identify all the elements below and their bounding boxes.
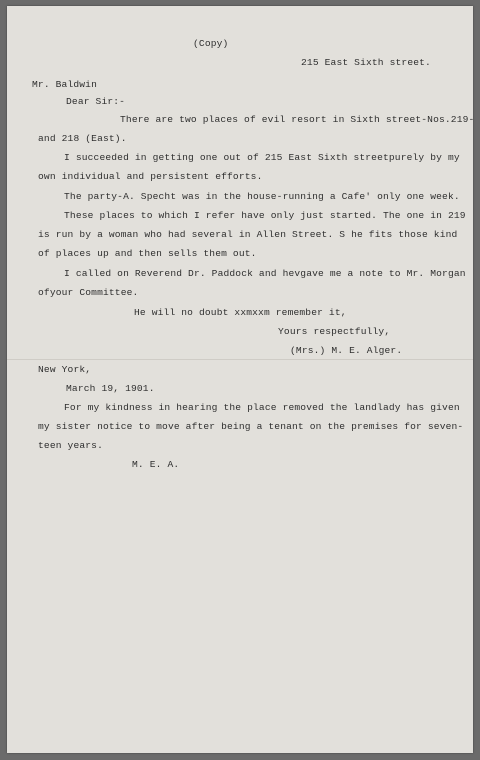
body-line: These places to which I refer have only just started. The one in 219 xyxy=(64,210,466,221)
fold-line xyxy=(7,359,473,360)
body-line: own individual and persistent efforts. xyxy=(38,171,263,182)
body-line: and 218 (East). xyxy=(38,133,127,144)
initials: M. E. A. xyxy=(132,459,180,470)
sender-address: 215 East Sixth street. xyxy=(301,57,431,68)
copy-mark: (Copy) xyxy=(193,38,229,49)
salutation: Dear Sir:- xyxy=(66,96,126,107)
body-line: I succeeded in getting one out of 215 East Sixth streetpurely by my xyxy=(64,152,460,163)
body-line: He will no doubt xxmxxm remember it, xyxy=(134,307,347,318)
body-line: I called on Reverend Dr. Paddock and hevgave me a note to Mr. Morgan xyxy=(64,268,466,279)
letter-page xyxy=(7,6,473,753)
body-line: ofyour Committee. xyxy=(38,287,139,298)
postscript-line: my sister notice to move after being a tenant on the premises for seven- xyxy=(38,421,464,432)
recipient-name: Mr. Baldwin xyxy=(32,79,97,90)
signature: (Mrs.) M. E. Alger. xyxy=(290,345,403,356)
city: New York, xyxy=(38,364,92,375)
postscript-line: For my kindness in hearing the place removed the landlady has given xyxy=(64,402,460,413)
body-line: of places up and then sells them out. xyxy=(38,248,257,259)
body-line: The party-A. Specht was in the house-running a Cafe' only one week. xyxy=(64,191,460,202)
body-line: is run by a woman who had several in Allen Street. S he fits those kind xyxy=(38,229,458,240)
date: March 19, 1901. xyxy=(66,383,155,394)
closing: Yours respectfully, xyxy=(278,326,391,337)
postscript-line: teen years. xyxy=(38,440,103,451)
body-line: There are two places of evil resort in Sixth street-Nos.219- xyxy=(120,114,475,125)
